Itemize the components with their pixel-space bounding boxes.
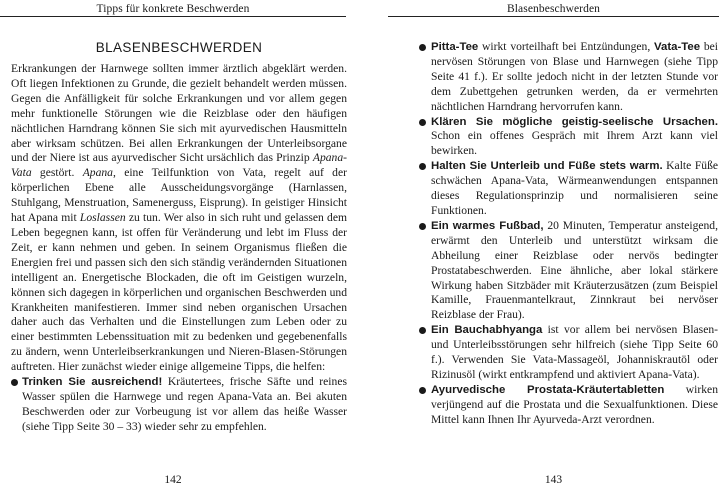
bullet-icon [419,327,426,334]
bullet-icon [419,387,426,394]
page-number-right: 143 [544,474,563,486]
page-number-left: 142 [164,474,182,486]
bullet-icon [419,223,426,230]
bullet-icon [11,379,18,386]
tip-item: Klären Sie mögliche geistig-seelische Ursachen. Schon ein offenes Gespräch mit Ihrem Arzt kann viel bewirken. [431,115,718,160]
tip-item: Trinken Sie ausreichend! Kräutertees, frische Säfte und reines Wasser spülen die Harnwege und regen Apana-Vata an. Bei akuten Beschwerden oder zur Vorbeugung ist vor allem das heiße Wasser (siehe Tipp Seite 30 – 33) wieder sehr zu empfehlen. [22,375,347,435]
right-page [360,0,720,499]
bullet-icon [419,163,426,170]
tip-item: Ein warmes Fußbad, 20 Minuten, Temperatur ansteigend, erwärmt den Unterleib und unterstützt wirksam die Abheilung einer Reizblase oder nervös bedingter Prostatabeschwerden. Eine ähnliche, aber lokal stärkere Wirkung haben Sitzbäder mit Kräuterzusätzen (zum Beispiel Kamille, Frauenmantelkraut, Zinnkraut bei nervöser Reizblase der Frau). [431,219,718,323]
tip-item: Ein Bauchabhyanga ist vor allem bei nervösen Blasen- und Unterleibsstörungen sehr hilfreich (siehe Tipp Seite 60 f.). Verwenden Sie Vata-Massageöl, Johanniskrautöl oder Rizinusöl (wirkt entkrampfend und aktiviert Apana-Vata). [431,323,718,383]
tip-item: Ayurvedische Prostata-Kräutertabletten wirken verjüngend auf die Prostata und die Sexualfunktionen. Diese Mittel kann Ihnen Ihr Ayurveda-Arzt verordnen. [431,383,718,428]
left-page-body [11,40,347,435]
tip-item: Halten Sie Unterleib und Füße stets warm. Kalte Füße schwächen Apana-Vata, Wärmeanwendungen entspannen dieses Regulationsprinzip und normalisieren seine Funktionen. [431,159,718,219]
running-head-left: Tipps für konkrete Beschwerden [0,2,346,17]
right-page-body [431,40,718,428]
bullet-icon [419,119,426,126]
chapter-title: BLASENBESCHWERDEN [95,40,263,55]
tip-item: Pitta-Tee wirkt vorteilhaft bei Entzündungen, Vata-Tee bei nervösen Störungen von Blase und Harnwegen (siehe Tipp Seite 41 f.). Er sollte jedoch nicht in der letzten Stunde vor dem Zubettgehen getrunken werden, da er vermehrten nächtlichen Harndrang hervorrufen kann. [431,40,718,115]
running-head-right: Blasenbeschwerden [388,2,719,17]
bullet-icon [419,44,426,51]
intro-paragraph: Erkrankungen der Harnwege sollten immer ärztlich abgeklärt werden. Oft liegen Infektionen zu Grunde, die gezielt behandelt werden müssen. Gegen die Anfälligkeit für solche Erkrankungen und vor allem gegen mehr funktionelle Störungen wie die Reizblase oder den häufigen nächtlichen Harndrang können Sie sich mit ayurvedischen Hausmitteln aber wirksam schützen. Bei allen Erkrankungen der Unterleibsorgane und der Niere ist aus ayurvedischer Sicht ursächlich das Prinzip Apana-Vata gestört. Apana, eine Teilfunktion von Vata, regelt auf der körperlichen Ebene alle Ausscheidungsvorgänge (Harnlassen, Stuhlgang, Menstruation, Samenerguss, Eisprung). In geistiger Hinsicht hat Apana mit Loslassen zu tun. Wer also in sich ruht und gelassen dem Leben begegnen kann, ist offen für Veränderung und lebt im Fluss der Zeit, er kann nehmen und geben. In seinem Organismus fließen die Energien frei und passen sich den sich ständig verändernden Situationen intelligent an. Energetische Blockaden, die oft im Geistigen wurzeln, können sich dagegen in körperlichen und organischen Beschwerden und Krankheiten manifestieren. Immer sind neben organischen Ursachen daher auch das Verhalten und die Einstellungen zum Leben oder zu einer bestimmten Lebenssituation mit zu bedenken und gegebenenfalls zu ändern, wenn Unterleibserkrankungen und Nieren-Blasen-Störungen auftreten. Hier zunächst wieder einige allgemeine Tipps, die helfen: [11,62,348,374]
